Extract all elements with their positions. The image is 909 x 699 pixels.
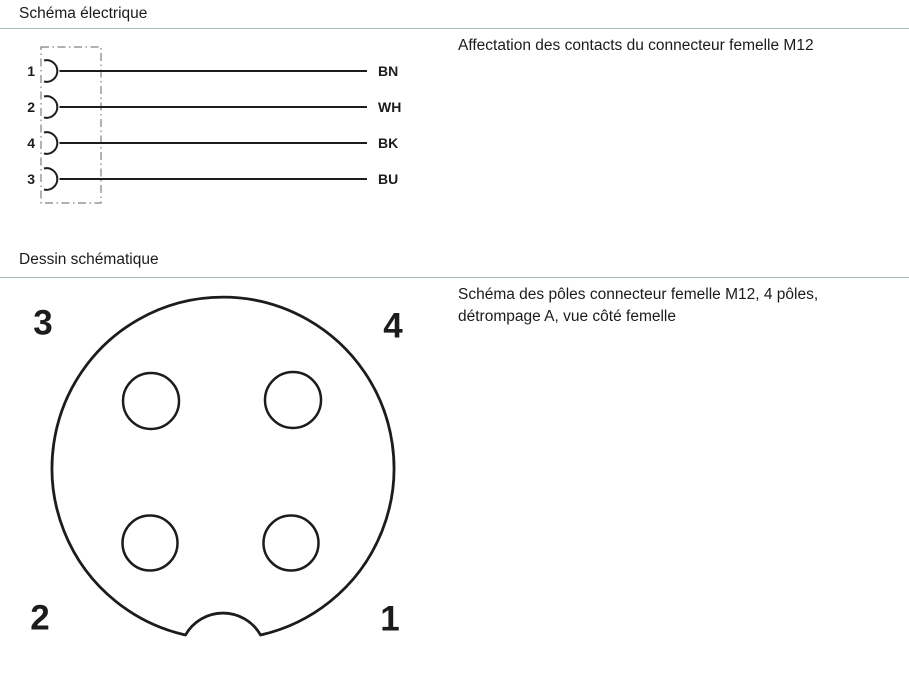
- socket-hole-2: [123, 516, 178, 571]
- socket-contact-icon: [44, 60, 57, 82]
- pole-label-bottom-left: 2: [30, 598, 50, 638]
- connector-outline: [52, 297, 394, 635]
- electrical-caption: Affectation des contacts du connecteur femelle M12: [458, 37, 814, 54]
- wire-color-label: WH: [378, 99, 402, 115]
- wire-color-label: BU: [378, 171, 399, 187]
- pin-number: 1: [27, 63, 35, 79]
- socket-contact-icon: [44, 168, 57, 190]
- connector-face-drawing: [0, 285, 440, 699]
- pin-number: 3: [27, 171, 35, 187]
- contact-row-1: [27, 60, 398, 82]
- wire-color-label: BN: [378, 63, 399, 79]
- wiring-diagram: [0, 0, 440, 230]
- pole-label-bottom-right: 1: [380, 599, 400, 639]
- schematic-caption-line-1: Schéma des pôles connecteur femelle M12, 4 pôles,: [458, 286, 819, 303]
- electrical-section-title: Schéma électrique: [19, 5, 148, 22]
- pin-number: 2: [27, 99, 35, 115]
- socket-hole-4: [265, 372, 321, 428]
- schematic-caption-line-2: détrompage A, vue côté femelle: [458, 308, 676, 325]
- contact-row-2: [27, 96, 401, 118]
- contact-row-4: [27, 168, 398, 190]
- wire-color-label: BK: [378, 135, 399, 151]
- socket-contact-icon: [44, 96, 57, 118]
- pole-label-top-right: 4: [383, 306, 403, 346]
- pin-number: 4: [27, 135, 35, 151]
- schematic-caption: [458, 284, 898, 328]
- socket-hole-3: [123, 373, 179, 429]
- socket-hole-1: [264, 516, 319, 571]
- section-divider-rule: [0, 277, 909, 278]
- socket-contact-icon: [44, 132, 57, 154]
- pole-label-top-left: 3: [33, 303, 53, 343]
- contact-row-3: [27, 132, 398, 154]
- schematic-section-title: Dessin schématique: [19, 251, 159, 268]
